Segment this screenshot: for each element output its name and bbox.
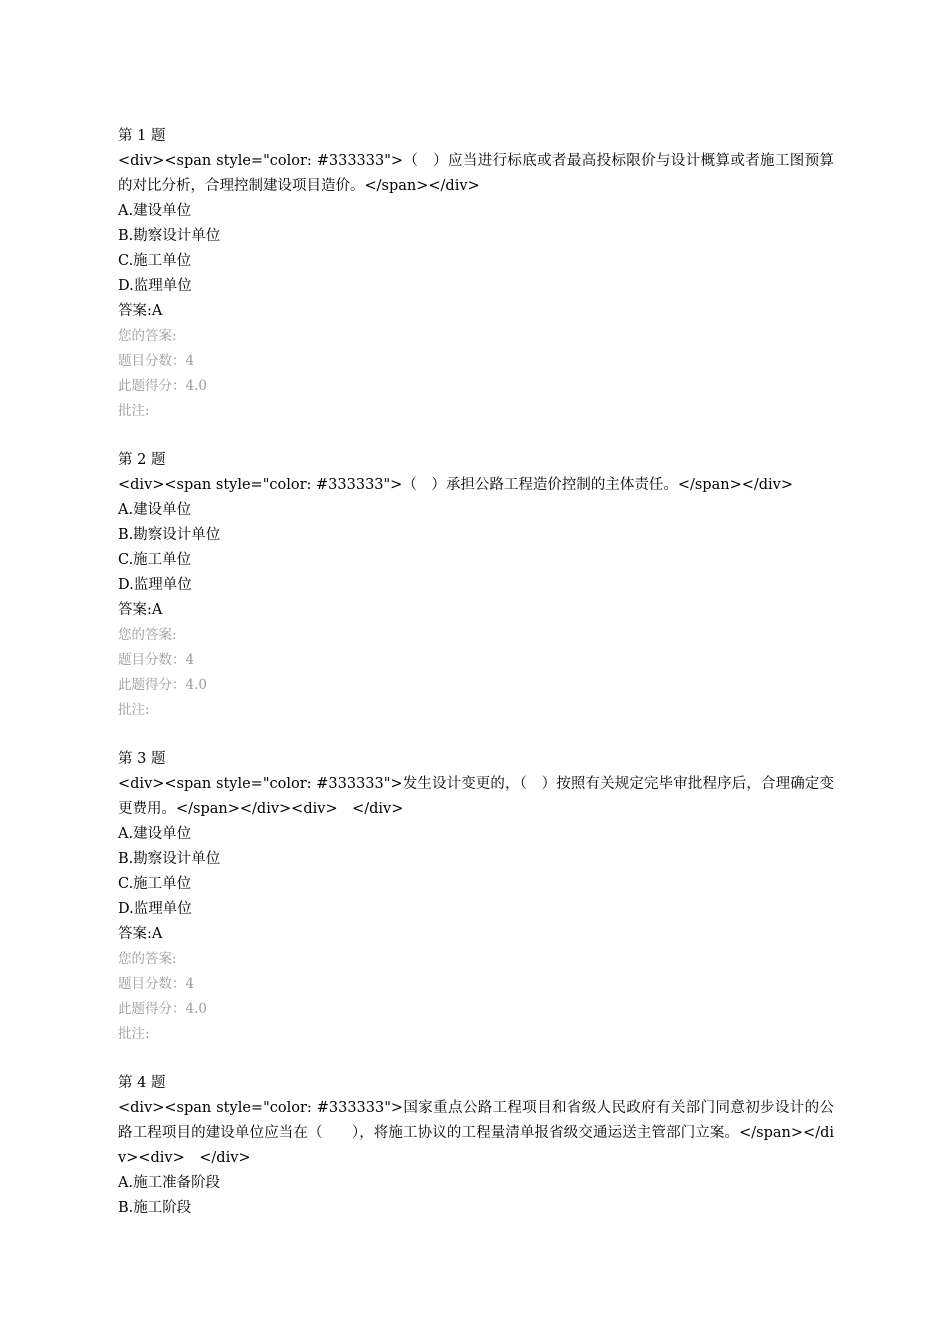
option-c: C.施工单位 (118, 253, 192, 269)
your-answer: 您的答案: (118, 328, 177, 344)
option-c: C.施工单位 (118, 876, 192, 892)
question-points: 题目分数：4 (118, 976, 195, 992)
question-points: 题目分数：4 (118, 652, 195, 668)
question-2 (118, 448, 834, 723)
question-number: 第 3 题 (118, 751, 166, 767)
option-d: D.监理单位 (118, 577, 192, 593)
question-stem: <div><span style="color: #333333">国家重点公路工程项目和省级人民政府有关部门同意初步设计的公路工程项目的建设单位应当在（ ），将施工协议的工程量清单报省级交通运送主管部门立案。</span></div><div> </div> (118, 1100, 834, 1166)
question-stem: <div><span style="color: #333333">（ ）应当进行标底或者最高投标限价与设计概算或者施工图预算的对比分析，合理控制建设项目造价。</span></div> (118, 153, 834, 194)
option-a: A.建设单位 (118, 203, 192, 219)
correct-answer: 答案:A (118, 602, 163, 618)
question-1 (118, 124, 834, 424)
your-answer: 您的答案: (118, 627, 177, 643)
question-comment: 批注: (118, 403, 150, 419)
question-3 (118, 747, 834, 1047)
option-a: A.建设单位 (118, 826, 192, 842)
question-score: 此题得分：4.0 (118, 1001, 207, 1017)
correct-answer: 答案:A (118, 303, 163, 319)
question-number: 第 2 题 (118, 452, 166, 468)
question-stem: <div><span style="color: #333333">（ ）承担公路工程造价控制的主体责任。</span></div> (118, 477, 794, 493)
question-number: 第 4 题 (118, 1075, 166, 1091)
question-comment: 批注: (118, 702, 150, 718)
question-stem: <div><span style="color: #333333">发生设计变更的，（ ）按照有关规定完毕审批程序后，合理确定变更费用。</span></div><div> </div> (118, 776, 834, 817)
option-a: A.施工准备阶段 (118, 1175, 221, 1191)
option-b: B.勘察设计单位 (118, 851, 221, 867)
option-c: C.施工单位 (118, 552, 192, 568)
correct-answer: 答案:A (118, 926, 163, 942)
question-4 (118, 1071, 834, 1221)
option-b: B.勘察设计单位 (118, 527, 221, 543)
option-b: B.施工阶段 (118, 1200, 192, 1216)
option-d: D.监理单位 (118, 901, 192, 917)
question-score: 此题得分：4.0 (118, 677, 207, 693)
question-points: 题目分数：4 (118, 353, 195, 369)
question-number: 第 1 题 (118, 128, 166, 144)
option-a: A.建设单位 (118, 502, 192, 518)
exam-document (118, 124, 834, 1245)
option-b: B.勘察设计单位 (118, 228, 221, 244)
option-d: D.监理单位 (118, 278, 192, 294)
your-answer: 您的答案: (118, 951, 177, 967)
question-score: 此题得分：4.0 (118, 378, 207, 394)
question-comment: 批注: (118, 1026, 150, 1042)
